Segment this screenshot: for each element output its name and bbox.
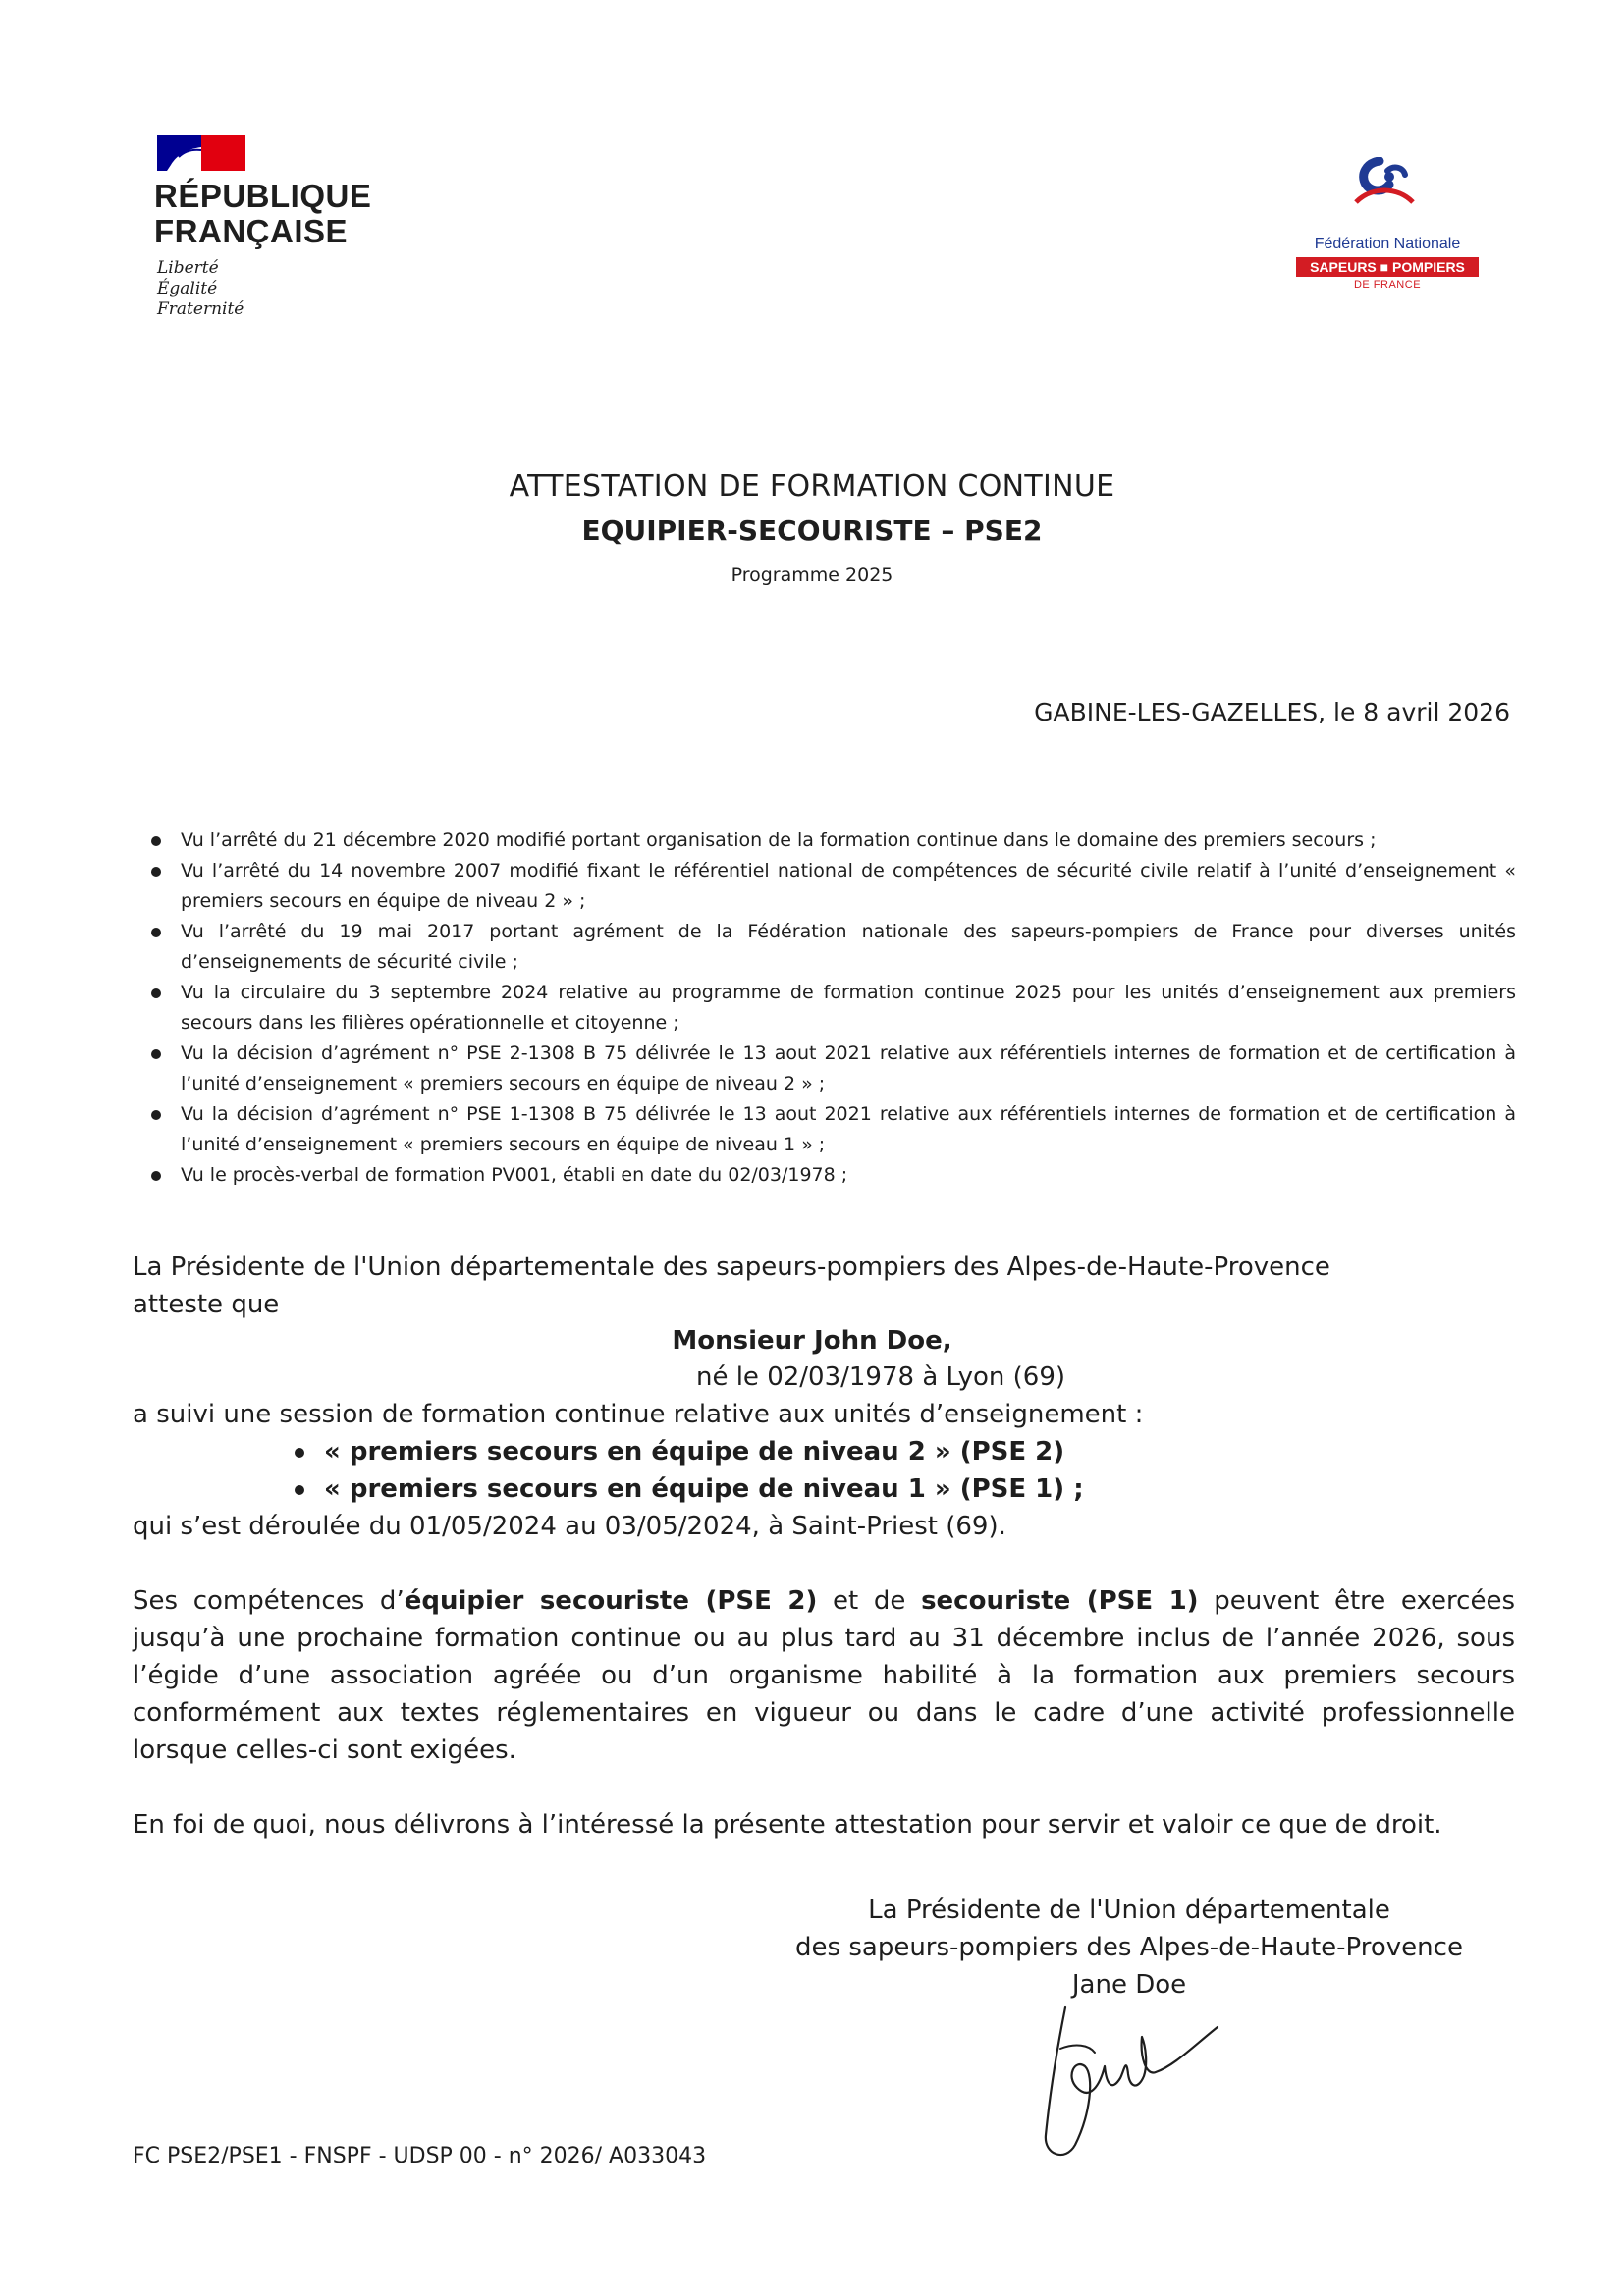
motto-egalite: Égalité — [157, 279, 218, 298]
programme-label: Programme 2025 — [731, 564, 893, 586]
signer-block — [776, 1892, 1483, 2003]
place-and-date: GABINE-LES-GAZELLES, le 8 avril 2026 — [1034, 698, 1510, 726]
person-name: Monsieur John Doe, — [672, 1326, 952, 1356]
rf-title-line2: FRANÇAISE — [154, 213, 349, 249]
competences-text-3: peuvent être exercées jusqu’à une prochaine formation continue ou au plus tard au 31 décembre inclus de l’année 2026, sous l’égide d’une association agréée ou d’un organisme habilité à la formation aux premiers secours conformément aux textes réglementaires en vigueur ou dans le cadre d’une activité professionnelle lorsque celles-ci sont exigées. — [133, 1586, 1516, 1765]
competences-pse1: secouriste (PSE 1) — [921, 1586, 1199, 1616]
session-statement: a suivi une session de formation continue relative aux unités d’enseignement : — [133, 1400, 1144, 1429]
document-title: ATTESTATION DE FORMATION CONTINUE — [509, 469, 1115, 504]
competences-text-2: et de — [817, 1586, 922, 1616]
rf-title-line1: RÉPUBLIQUE — [154, 178, 372, 214]
visas-list — [151, 826, 1516, 1191]
handwritten-signature — [1036, 1998, 1232, 2164]
atteste-que: atteste que — [133, 1290, 280, 1319]
fnspf-emblem-icon — [1350, 157, 1419, 204]
visa-item: Vu la décision d’agrément n° PSE 1-1308 B 75 délivrée le 13 aout 2021 relative aux référentiels internes de formation et de certification à l’unité d’enseignement « premiers secours en équipe de niveau 1 » ; — [151, 1099, 1516, 1160]
visa-item: Vu la décision d’agrément n° PSE 2-1308 B 75 délivrée le 13 aout 2021 relative aux référentiels internes de formation et de certification à l’unité d’enseignement « premiers secours en équipe de niveau 2 » ; — [151, 1039, 1516, 1099]
visa-item: Vu l’arrêté du 21 décembre 2020 modifié portant organisation de la formation continue dans le domaine des premiers secours ; — [151, 826, 1516, 856]
president-statement: La Présidente de l'Union départementale des sapeurs-pompiers des Alpes-de-Haute-Provence — [133, 1253, 1330, 1282]
motto-liberte: Liberté — [157, 258, 219, 278]
visa-item: Vu l’arrêté du 19 mai 2017 portant agrément de la Fédération nationale des sapeurs-pompiers de France pour diverses unités d’enseignements de sécurité civile ; — [151, 917, 1516, 978]
visa-item: Vu l’arrêté du 14 novembre 2007 modifié fixant le référentiel national de compétences de sécurité civile relatif à l’unité d’enseignement « premiers secours en équipe de niveau 2 » ; — [151, 856, 1516, 917]
competences-pse2: équipier secouriste (PSE 2) — [404, 1586, 818, 1616]
fnspf-name: Fédération Nationale — [1314, 236, 1461, 252]
visa-item: Vu la circulaire du 3 septembre 2024 relative au programme de formation continue 2025 pour les unités d’enseignement aux premiers secours dans les filières opérationnelle et citoyenne ; — [151, 978, 1516, 1039]
person-birth: né le 02/03/1978 à Lyon (69) — [695, 1362, 1066, 1392]
signer-name: Jane Doe — [1071, 1970, 1187, 2000]
fnspf-band: SAPEURS ■ POMPIERS — [1296, 257, 1479, 277]
footer-reference: FC PSE2/PSE1 - FNSPF - UDSP 00 - n° 2026/ A033043 — [133, 2144, 707, 2168]
signer-title-line1: La Présidente de l'Union départementale — [868, 1896, 1390, 1925]
unit-item-pse1: « premiers secours en équipe de niveau 1 » (PSE 1) ; — [295, 1470, 1084, 1508]
session-dates: qui s’est déroulée du 01/05/2024 au 03/05/2024, à Saint-Priest (69). — [133, 1512, 1006, 1541]
visa-item: Vu le procès-verbal de formation PV001, établi en date du 02/03/1978 ; — [151, 1160, 1516, 1191]
motto-fraternite: Fraternité — [157, 299, 244, 319]
fnspf-country: DE FRANCE — [1353, 279, 1422, 291]
signer-title-line2: des sapeurs-pompiers des Alpes-de-Haute-Provence — [795, 1933, 1463, 1962]
unit-item-pse2: « premiers secours en équipe de niveau 2 » (PSE 2) — [295, 1433, 1084, 1470]
closing-statement: En foi de quoi, nous délivrons à l’intéressé la présente attestation pour servir et valoir ce que de droit. — [133, 1810, 1442, 1840]
republique-motto — [157, 258, 244, 320]
republique-francaise-flag-logo — [157, 135, 245, 171]
competences-text-1: Ses compétences d’ — [133, 1586, 405, 1616]
competences-paragraph — [133, 1582, 1515, 1769]
document-subtitle: EQUIPIER-SECOURISTE – PSE2 — [581, 514, 1043, 547]
republique-francaise-title — [154, 179, 371, 249]
units-list — [295, 1433, 1084, 1508]
